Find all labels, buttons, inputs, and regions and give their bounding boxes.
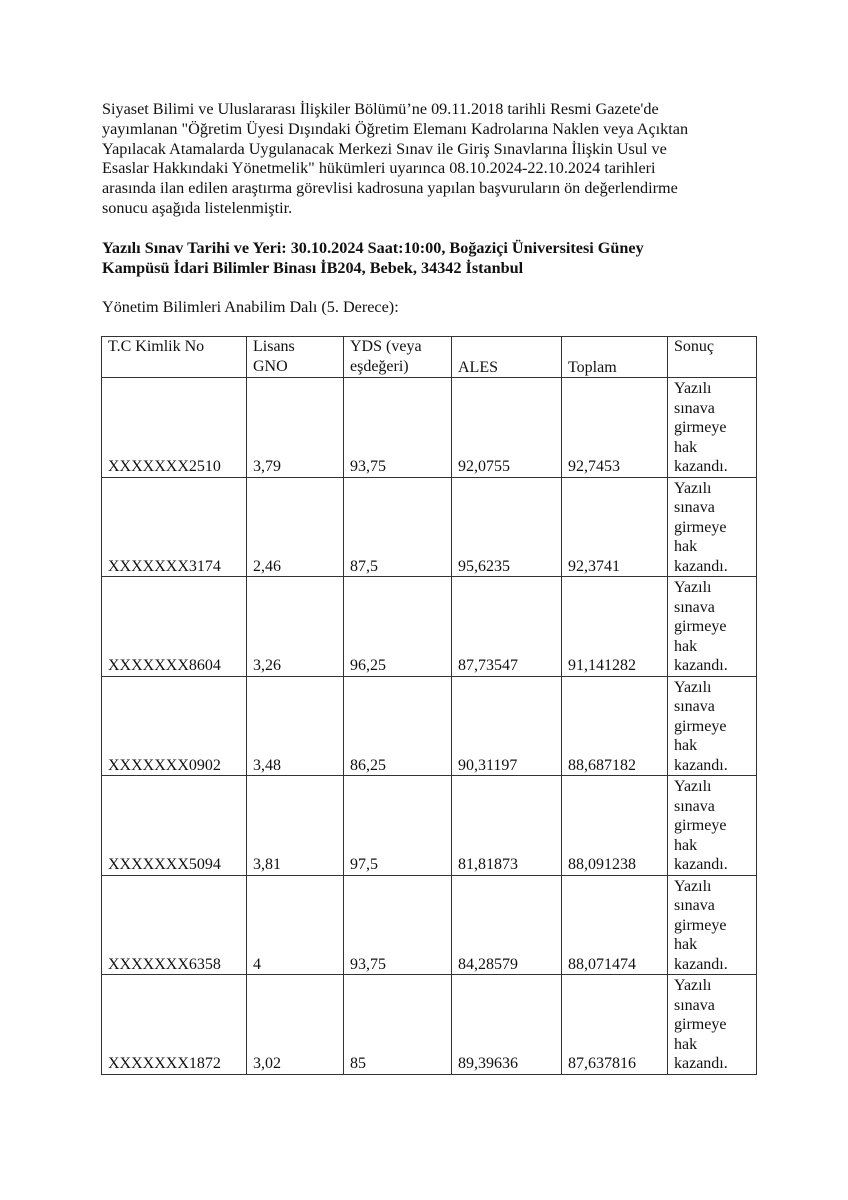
cell-ales: 89,39636 (452, 975, 562, 1075)
cell-result-line: kazandı. (674, 458, 728, 475)
cell-result-line: hak (674, 1035, 698, 1053)
cell-result-line: hak (674, 538, 698, 555)
cell-ales: 90,31197 (452, 676, 562, 776)
cell-id: XXXXXXX0902 (102, 676, 247, 776)
cell-id: XXXXXXX6358 (102, 875, 247, 975)
cell-id: XXXXXXX5094 (102, 776, 247, 876)
cell-result-line: Yazılı (674, 380, 712, 397)
table-row (102, 577, 757, 677)
cell-result-line: Yazılı (674, 877, 712, 895)
cell-gno: 4 (247, 875, 344, 975)
cell-result-line: Yazılı (674, 579, 712, 596)
cell-result-line: kazandı. (674, 955, 728, 973)
cell-yds: 86,25 (344, 676, 452, 776)
cell-result-line: kazandı. (674, 856, 728, 873)
cell-total: 92,3741 (562, 477, 668, 577)
cell-result-line: hak (674, 438, 698, 456)
cell-id: XXXXXXX1872 (102, 975, 247, 1075)
intro-line: sonucu aşağıda listelenmiştir. (102, 198, 293, 217)
cell-ales: 87,73547 (452, 577, 562, 677)
cell-result-line: sınava (674, 797, 715, 815)
cell-result-line: Yazılı (674, 678, 712, 696)
intro-line: yayımlanan "Öğretim Üyesi Dışındaki Öğretim Elemanı Kadrolarına Naklen veya Açıktan (102, 119, 689, 138)
cell-result (668, 378, 757, 478)
header-gno-line: Lisans (253, 338, 295, 355)
cell-result (668, 776, 757, 876)
cell-gno: 3,02 (247, 975, 344, 1075)
cell-result-line: girmeye (674, 817, 727, 834)
cell-yds: 87,5 (344, 477, 452, 577)
cell-total: 87,637816 (562, 975, 668, 1075)
cell-yds: 93,75 (344, 875, 452, 975)
header-gno-line: GNO (253, 357, 288, 375)
cell-gno: 3,48 (247, 676, 344, 776)
cell-result-line: Yazılı (674, 778, 712, 795)
intro-line: arasında ilan edilen araştırma görevlisi kadrosuna yapılan başvuruların ön değerlendirme (102, 179, 678, 198)
cell-result-line: hak (674, 737, 698, 754)
header-ales: ALES (452, 337, 562, 378)
intro-line: Esaslar Hakkındaki Yönetmelik" hükümleri uyarınca 08.10.2024-22.10.2024 tarihleri (102, 159, 656, 178)
cell-gno: 3,79 (247, 378, 344, 478)
cell-total: 88,091238 (562, 776, 668, 876)
cell-result-line: sınava (674, 499, 715, 516)
cell-result-line: sınava (674, 698, 715, 715)
table-row (102, 776, 757, 876)
cell-ales: 81,81873 (452, 776, 562, 876)
cell-total: 91,141282 (562, 577, 668, 677)
cell-result-line: Yazılı (674, 977, 712, 994)
cell-id: XXXXXXX8604 (102, 577, 247, 677)
cell-result-line: sınava (674, 996, 715, 1014)
header-result: Sonuç (668, 337, 757, 378)
cell-result (668, 975, 757, 1075)
cell-result-line: girmeye (674, 916, 727, 934)
header-yds-line: YDS (veya (350, 338, 422, 355)
cell-gno: 2,46 (247, 477, 344, 577)
cell-result-line: kazandı. (674, 1055, 728, 1072)
results-table (101, 336, 757, 1075)
cell-id: XXXXXXX3174 (102, 477, 247, 577)
table-row (102, 875, 757, 975)
cell-gno: 3,81 (247, 776, 344, 876)
intro-paragraph (102, 100, 762, 219)
cell-result-line: sınava (674, 598, 715, 616)
table-header-row (102, 337, 757, 378)
table-row (102, 378, 757, 478)
cell-yds: 85 (344, 975, 452, 1075)
cell-result (668, 875, 757, 975)
cell-total: 92,7453 (562, 378, 668, 478)
cell-ales: 95,6235 (452, 477, 562, 577)
cell-result-line: kazandı. (674, 756, 728, 774)
cell-result-line: hak (674, 637, 698, 655)
intro-line: Yapılacak Atamalarda Uygulanacak Merkezi Sınav ile Giriş Sınavlarına İlişkin Usul ve (102, 139, 667, 158)
cell-gno: 3,26 (247, 577, 344, 677)
cell-result-line: kazandı. (674, 557, 728, 575)
table-row (102, 676, 757, 776)
cell-total: 88,071474 (562, 875, 668, 975)
header-yds (344, 337, 452, 378)
cell-result-line: girmeye (674, 717, 727, 735)
table-row (102, 477, 757, 577)
cell-result (668, 676, 757, 776)
exam-info (102, 239, 762, 279)
intro-line: Siyaset Bilimi ve Uluslararası İlişkiler Bölümü’ne 09.11.2018 tarihli Resmi Gazete'de (102, 100, 659, 118)
table-row (102, 975, 757, 1075)
header-yds-line: eşdeğeri) (350, 357, 409, 375)
cell-result-line: Yazılı (674, 479, 712, 497)
cell-total: 88,687182 (562, 676, 668, 776)
cell-id: XXXXXXX2510 (102, 378, 247, 478)
cell-yds: 96,25 (344, 577, 452, 677)
header-total: Toplam (562, 337, 668, 378)
cell-result-line: sınava (674, 399, 715, 417)
cell-result-line: girmeye (674, 419, 727, 436)
cell-result-line: hak (674, 836, 698, 854)
cell-yds: 93,75 (344, 378, 452, 478)
document-page (102, 100, 762, 318)
cell-result-line: girmeye (674, 1016, 727, 1033)
cell-yds: 97,5 (344, 776, 452, 876)
cell-ales: 84,28579 (452, 875, 562, 975)
cell-result-line: girmeye (674, 518, 727, 536)
department-heading: Yönetim Bilimleri Anabilim Dalı (5. Derece): (102, 298, 399, 317)
cell-result (668, 477, 757, 577)
exam-info-line: Yazılı Sınav Tarihi ve Yeri: 30.10.2024 Saat:10:00, Boğaziçi Üniversitesi Güney (102, 238, 644, 257)
header-id: T.C Kimlik No (102, 337, 247, 378)
cell-result-line: kazandı. (674, 657, 728, 674)
cell-ales: 92,0755 (452, 378, 562, 478)
cell-result (668, 577, 757, 677)
cell-result-line: sınava (674, 897, 715, 914)
cell-result-line: girmeye (674, 618, 727, 635)
exam-info-line: Kampüsü İdari Bilimler Binası İB204, Bebek, 34342 İstanbul (102, 258, 524, 277)
cell-result-line: hak (674, 936, 698, 953)
header-gno (247, 337, 344, 378)
